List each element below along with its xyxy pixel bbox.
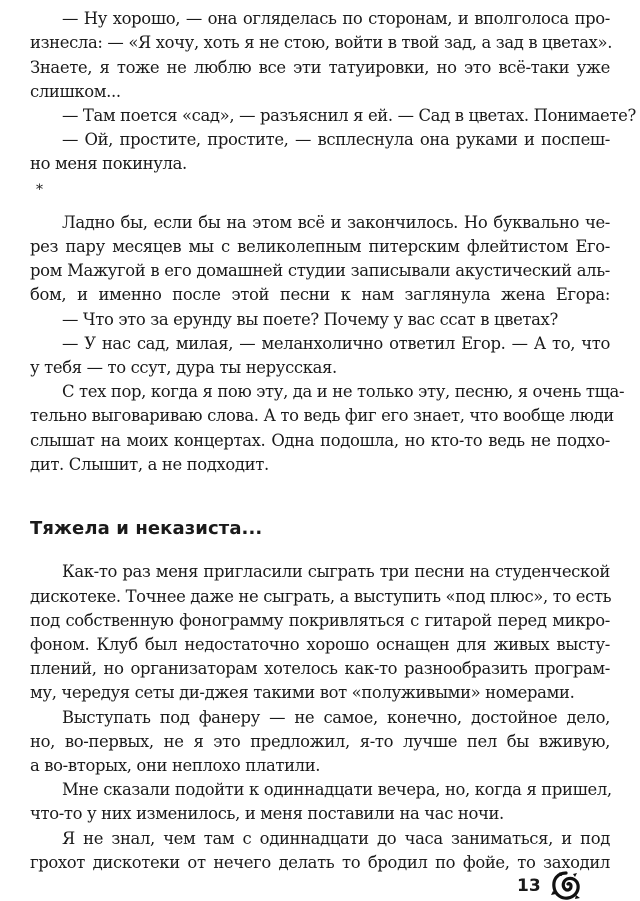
text-line: — Ой, простите, простите, — всплеснула она руками и поспеш-: [62, 130, 610, 149]
text-line: Ладно бы, если бы на этом всё и закончилось. Но буквально че-: [62, 213, 610, 232]
page-number: 13: [517, 876, 541, 896]
text-line: а во-вторых, они неплохо платили.: [30, 756, 321, 775]
text-line: — Ну хорошо, — она огляделась по сторонам, и вполголоса про-: [62, 9, 610, 28]
text-line: Выступать под фанеру — не самое, конечно, достойное дело,: [62, 708, 610, 727]
text-line: Мне сказали подойти к одиннадцати вечера, но, когда я пришел,: [62, 780, 612, 799]
section-separator: *: [36, 182, 43, 198]
text-line: рез пару месяцев мы с великолепным питерским флейтистом Его-: [30, 237, 610, 256]
text-line: у тебя — то ссут, дура ты нерусская.: [30, 358, 337, 377]
text-line: С тех пор, когда я пою эту, да и не только эту, песню, я очень тща-: [62, 382, 625, 401]
text-line: слишком...: [30, 82, 121, 101]
text-line: Я не знал, чем там с одиннадцати до часа заниматься, и под: [62, 829, 610, 848]
text-line: — Там поется «сад», — разъяснил я ей. — Сад в цветах. Понимаете?: [62, 106, 636, 125]
text-line: что-то у них изменилось, и меня поставили на час ночи.: [30, 804, 504, 823]
text-line: Знаете, я тоже не люблю все эти татуировки, но это всё-таки уже: [30, 58, 610, 77]
section-heading: Тяжела и неказиста...: [30, 518, 263, 539]
text-line: тельно выговариваю слова. А то ведь фиг его знает, что вообще люди: [30, 406, 614, 425]
text-line: грохот дискотеки от нечего делать то бродил по фойе, то заходил: [30, 853, 610, 872]
text-line: но, во-первых, не я это предложил, я-то лучше пел бы вживую,: [30, 732, 610, 751]
dragon-ornament-icon: [551, 871, 581, 901]
text-line: слышат на моих концертах. Одна подошла, но кто-то ведь не подхо-: [30, 431, 610, 450]
text-line: ром Мажугой в его домашней студии записывали акустический аль-: [30, 261, 610, 280]
text-line: бом, и именно после этой песни к нам заглянула жена Егора:: [30, 285, 610, 304]
text-line: — Что это за ерунду вы поете? Почему у вас ссат в цветах?: [62, 310, 558, 329]
text-line: под собственную фонограмму покривляться с гитарой перед микро-: [30, 611, 610, 630]
text-line: плений, но организаторам хотелось как-то разнообразить програм-: [30, 659, 610, 678]
text-line: изнесла: — «Я хочу, хоть я не стою, войти в твой зад, а зад в цветах».: [30, 33, 613, 52]
text-line: дит. Слышит, а не подходит.: [30, 455, 269, 474]
text-line: но меня покинула.: [30, 154, 187, 173]
text-line: — У нас сад, милая, — меланхолично ответил Егор. — А то, что: [62, 334, 610, 353]
text-line: Как-то раз меня пригласили сыграть три песни на студенческой: [62, 562, 610, 581]
text-line: дискотеке. Точнее даже не сыграть, а выступить «под плюс», то есть: [30, 587, 612, 606]
text-line: фоном. Клуб был недостаточно хорошо оснащен для живых высту-: [30, 635, 610, 654]
text-line: му, чередуя сеты ди-джея такими вот «полуживыми» номерами.: [30, 683, 575, 702]
